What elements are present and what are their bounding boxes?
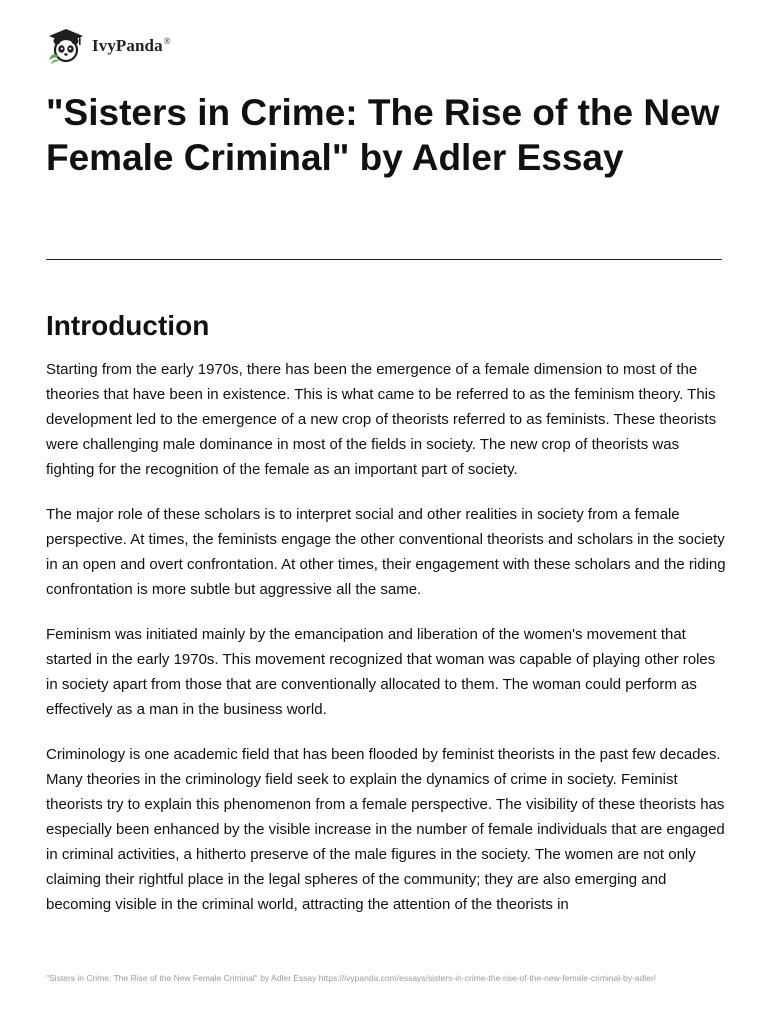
paragraph: Feminism was initiated mainly by the emancipation and liberation of the women's movement that started in the early 1970s. This movement recognized that woman was capable of playing other roles in society apart from those that are conventionally allocated to them. The woman could perform as effectively as a man in the business world. — [46, 626, 716, 718]
title-divider — [46, 259, 722, 260]
brand-name — [92, 36, 171, 56]
panda-logo-icon — [46, 26, 86, 66]
brand-name-text: IvyPanda — [92, 36, 163, 55]
paragraph: Starting from the early 1970s, there has been the emergence of a female dimension to most of the theories that have been in existence. This is what came to be referred to as the feminism theory. This development led to the emergence of a new crop of theorists referred to as feminists. These theorists were challenging male dominance in most of the fields in society. The new crop of theorists was fighting for the recognition of the female as an important part of society. — [46, 361, 717, 478]
ivypanda-logo[interactable] — [46, 26, 171, 66]
footer-citation: "Sisters in Crime: The Rise of the New Female Criminal" by Adler Essay https://ivypanda.com/essays/sisters-in-crime-the-rise-of-the-new-female-criminal-by-adler/ — [46, 973, 657, 983]
paragraph: Criminology is one academic field that has been flooded by feminist theorists in the past few decades. Many theories in the criminology field seek to explain the dynamics of crime in society. Feminist theorists try to explain this phenomenon from a female perspective. The visibility of these theorists has especially been enhanced by the visible increase in the number of female individuals that are engaged in criminal activities, a hitherto preserve of the male figures in the society. The women are not only claiming their rightful place in the legal spheres of the community; they are also emerging and becoming visible in the criminal world, attracting the attention of the theorists in — [46, 746, 725, 913]
section-heading: Introduction — [46, 310, 210, 341]
essay-title: "Sisters in Crime: The Rise of the New Female Criminal" by Adler Essay — [46, 92, 720, 178]
paragraph: The major role of these scholars is to interpret social and other realities in society from a female perspective. At times, the feminists engage the other conventional theorists and scholars in the society in an open and overt confrontation. At other times, their engagement with these scholars and the riding confrontation is more subtle but aggressive all the same. — [46, 506, 726, 598]
essay-body — [46, 357, 726, 937]
registered-mark: ® — [163, 36, 171, 47]
